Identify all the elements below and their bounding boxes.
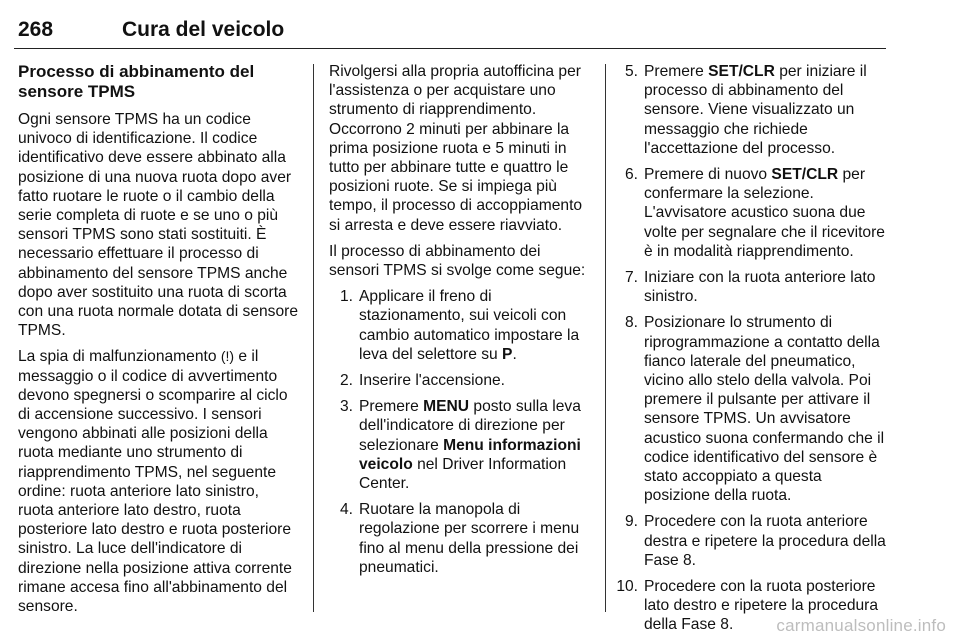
step-number: 3.: [339, 398, 353, 416]
list-item: [329, 397, 595, 493]
step-text: Premere MENU posto sulla leva dell'indicatore di direzione per selezionare Menu informazioni veicolo nel Driver Information Center.: [359, 398, 581, 493]
step-number: 5.: [624, 63, 638, 80]
column-3: [612, 62, 886, 642]
step-number: 1.: [339, 288, 353, 306]
list-item: [612, 313, 886, 505]
step-number: 2.: [339, 372, 353, 390]
step-text: Premere di nuovo SET/CLR per confermare la selezione. L'avvisatore acustico suona due volte per segnalare che il ricevitore è in modalità riapprendimento.: [644, 166, 885, 260]
watermark: carmanualsonline.info: [776, 616, 946, 635]
paragraph: [18, 347, 298, 616]
step-number: 7.: [624, 269, 638, 287]
section-heading: Processo di abbinamento del sensore TPMS: [18, 62, 255, 101]
step-number: 10.: [616, 578, 638, 596]
step-text: Iniziare con la ruota anteriore lato sinistro.: [644, 269, 876, 306]
list-item: [612, 62, 886, 158]
step-number: 4.: [339, 501, 353, 519]
page-title: Cura del veicolo: [122, 18, 285, 41]
column-2: [329, 62, 595, 584]
step-text: Posizionare lo strumento di riprogrammazione a contatto della fianco laterale del pneumatico, vicino allo stelo della valvola. Poi premere il pulsante per attivare il sensore TPMS. Un avvisatore acustico suona confermando che il codice identificativo del sensore è stato accoppiato a questa posizione della ruota.: [644, 314, 885, 505]
step-number: 6.: [624, 166, 638, 184]
paragraph: Ogni sensore TPMS ha un codice univoco di identificazione. Il codice identificativo deve essere abbinato alla posizione di una nuova ruota dopo aver fatto ruotare le ruote o il cambio della serie completa di ruote e se uno o più sensori TPMS sono stati sostituiti. È necessario effettuare il processo di abbinamento del sensore TPMS anche dopo aver sostituito una ruota di scorta con una ruota normale dotata di sensore TPMS.: [18, 111, 299, 340]
step-number: 9.: [624, 513, 638, 531]
list-item: [329, 371, 595, 390]
step-text: Procedere con la ruota posteriore lato destro e ripetere la procedura della Fase 8.: [644, 578, 879, 634]
list-item: [612, 165, 886, 261]
step-text: Premere SET/CLR per iniziare il processo di abbinamento del sensore. Viene visualizzato un messaggio che richiede l'accettazione del processo.: [644, 63, 867, 157]
column-divider: [313, 64, 314, 612]
step-text: Ruotare la manopola di regolazione per scorrere i menu fino al menu della pressione dei pneumatici.: [359, 501, 580, 576]
list-item: [612, 268, 886, 306]
steps-list: [329, 287, 595, 577]
paragraph: Rivolgersi alla propria autofficina per l'assistenza o per acquistare uno strumento di riapprendimento. Occorrono 2 minuti per abbinare la prima posizione ruota e 5 minuti in tutto per abbinare tutte e quattro le posizioni ruote. Se si impiega più tempo, il processo di accoppiamento si arresta e deve essere riavviato.: [329, 63, 583, 234]
tpms-warning-icon: (!): [220, 348, 235, 365]
step-text: Procedere con la ruota anteriore destra e ripetere la procedura della Fase 8.: [644, 513, 886, 569]
page-header: [14, 14, 886, 49]
steps-list: [612, 62, 886, 635]
step-text: Inserire l'accensione.: [359, 372, 505, 390]
list-item: [612, 512, 886, 570]
list-item: [329, 287, 595, 364]
column-divider: [605, 64, 606, 612]
list-item: [329, 500, 595, 577]
column-1: [18, 62, 298, 623]
step-text: Applicare il freno di stazionamento, sui veicoli con cambio automatico impostare la leva del selettore su P.: [359, 288, 580, 363]
paragraph-text: La spia di malfunzionamento: [18, 348, 217, 366]
step-number: 8.: [624, 314, 638, 332]
paragraph: Il processo di abbinamento dei sensori TPMS si svolge come segue:: [329, 242, 586, 280]
paragraph-text: e il messaggio o il codice di avvertimento devono spegnersi o scomparire al ciclo di accensione successivo. I sensori vengono abbinati alle posizioni della ruota mediante uno strumento di riapprendimento TPMS, nel seguente ordine: ruota anteriore lato sinistro, ruota anteriore lato destro, ruota posteriore lato destro e ruota posteriore sinistro. La luce dell'indicatore di direzione nella posizione attiva corrente rimane accesa fino all'abbinamento del sensore.: [18, 348, 292, 616]
page-number: 268: [18, 18, 54, 41]
